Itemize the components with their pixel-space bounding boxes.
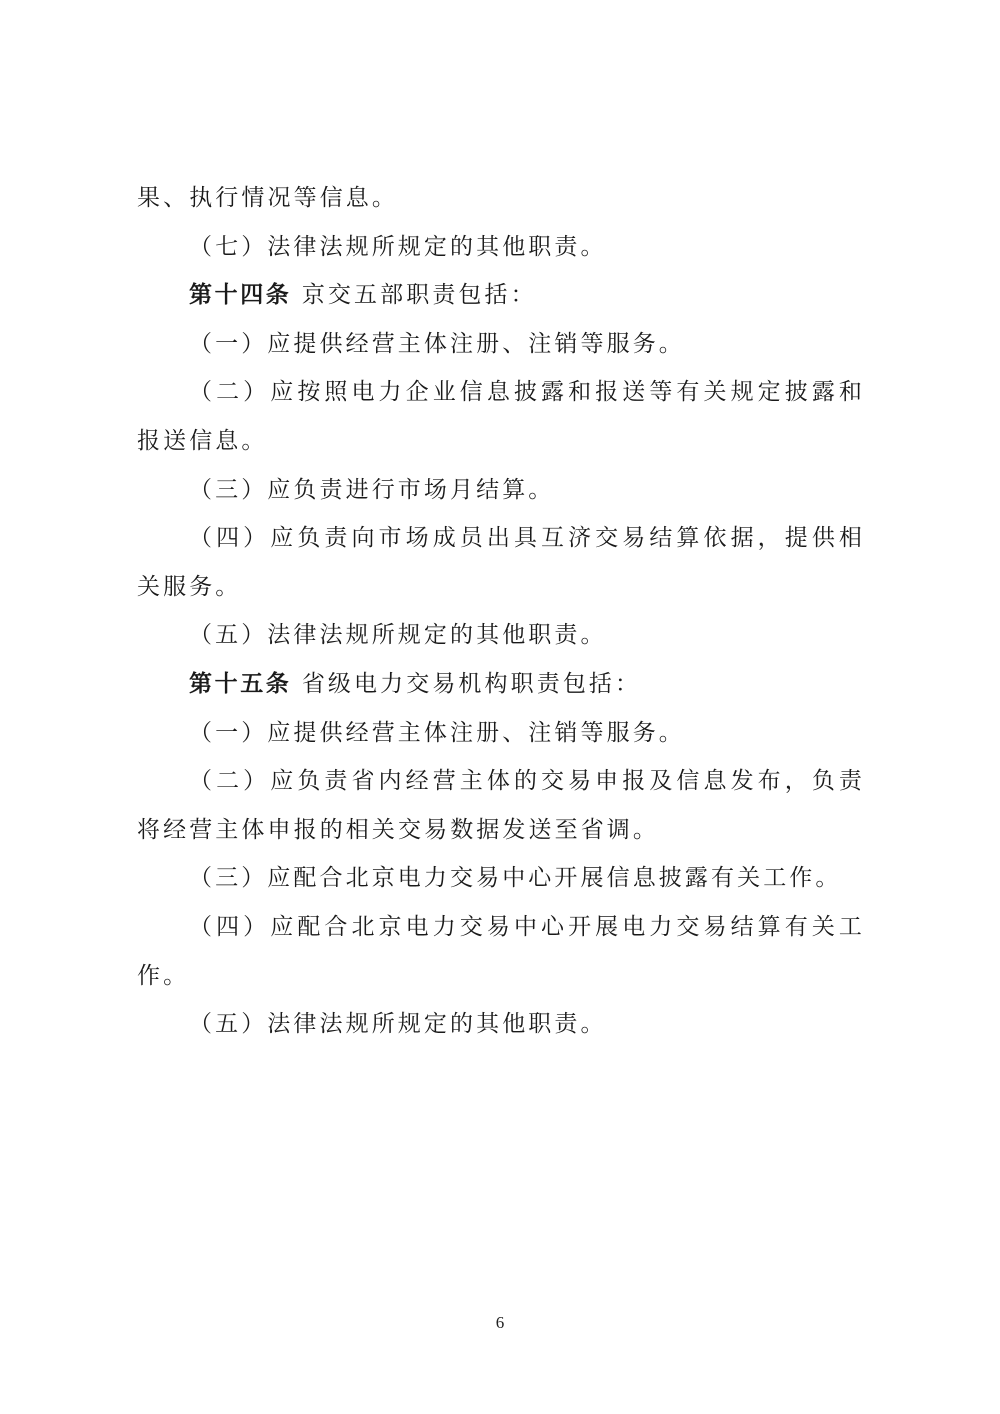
paragraph-text: 省级电力交易机构职责包括： xyxy=(301,670,642,697)
article-paragraph xyxy=(137,660,865,709)
article-heading: 第十四条 xyxy=(189,281,292,309)
item-paragraph xyxy=(137,611,865,660)
item-paragraph xyxy=(137,320,865,369)
item-paragraph xyxy=(137,757,865,854)
page-number: 6 xyxy=(495,1313,505,1332)
paragraph-text: （二）应负责省内经营主体的交易申报及信息发布，负责将经营主体申报的相关交易数据发送至省调。 xyxy=(137,768,865,843)
item-paragraph xyxy=(137,709,865,758)
paragraph-text: （四）应配合北京电力交易中心开展电力交易结算有关工作。 xyxy=(137,913,865,989)
item-paragraph xyxy=(137,466,865,515)
paragraph-text: （三）应负责进行市场月结算。 xyxy=(189,476,555,503)
paragraph-text: （七）法律法规所规定的其他职责。 xyxy=(189,233,607,260)
body-text xyxy=(137,174,865,1049)
item-paragraph xyxy=(137,854,865,903)
paragraph-text: （一）应提供经营主体注册、注销等服务。 xyxy=(189,330,685,357)
paragraph-text: 京交五部职责包括： xyxy=(301,282,537,309)
item-paragraph xyxy=(137,514,865,611)
paragraph-text: （一）应提供经营主体注册、注销等服务。 xyxy=(189,719,685,746)
paragraph-continuation xyxy=(137,174,865,223)
item-paragraph xyxy=(137,903,865,1000)
paragraph-text: 果、执行情况等信息。 xyxy=(137,185,398,211)
paragraph-text: （四）应负责向市场成员出具互济交易结算依据，提供相关服务。 xyxy=(137,525,865,600)
item-paragraph xyxy=(137,223,865,272)
item-paragraph xyxy=(137,368,865,465)
paragraph-text: （五）法律法规所规定的其他职责。 xyxy=(189,622,607,649)
paragraph-text: （五）法律法规所规定的其他职责。 xyxy=(189,1011,607,1038)
article-paragraph xyxy=(137,271,865,320)
paragraph-text: （三）应配合北京电力交易中心开展信息披露有关工作。 xyxy=(189,865,842,892)
paragraph-text: （二）应按照电力企业信息披露和报送等有关规定披露和报送信息。 xyxy=(137,379,865,454)
article-heading: 第十五条 xyxy=(189,669,292,697)
item-paragraph xyxy=(137,1000,865,1049)
